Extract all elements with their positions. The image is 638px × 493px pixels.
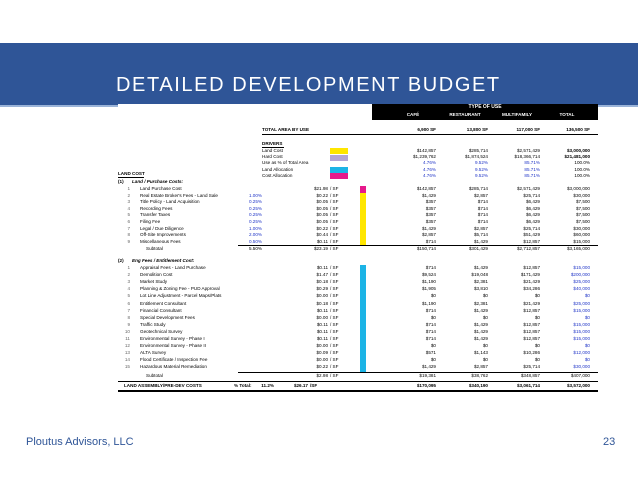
s2-row-num-14: 15 <box>124 364 130 370</box>
total-label: LAND ASSEMBLY/PRE-DEV COSTS <box>124 383 202 388</box>
s2-subtotal-value-2: $348,857 <box>520 373 540 378</box>
s2-row-2-value-1: $2,381 <box>473 279 488 285</box>
s1-row-unit-1: / SF <box>330 192 339 198</box>
s1-row-0-value-1: $285,714 <box>468 186 488 191</box>
total-area-value-0: 6,900 SF <box>417 127 436 132</box>
s1-row-7-value-1: $5,714 <box>473 232 488 238</box>
s1-row-rate-4: $0.05 <box>316 212 328 218</box>
s1-row-num-1: 2 <box>127 192 130 198</box>
s1-row-0-value-3: $3,000,000 <box>567 186 590 191</box>
s2-row-13-value-0: $0 <box>430 357 436 363</box>
s1-row-1-value-3: $30,000 <box>573 192 590 198</box>
s1-row-label-6: Legal / Due Diligence <box>140 225 184 231</box>
s2-row-7-value-0: $0 <box>430 314 436 320</box>
s1-row-4-value-1: $714 <box>477 212 488 218</box>
s1-row-4-value-2: $6,429 <box>525 212 540 218</box>
s1-subtotal-pct: 5.50% <box>248 246 262 251</box>
s1-subtotal-value-3: $3,165,000 <box>567 246 590 251</box>
s1-row-unit-2: / SF <box>330 199 339 205</box>
s1-row-2-value-0: $357 <box>425 199 436 205</box>
s2-row-label-2: Market Study <box>140 279 168 285</box>
s2-row-num-6: 7 <box>127 307 130 313</box>
s1-row-3-value-2: $6,429 <box>525 205 540 211</box>
s2-row-unit-9: / SF <box>330 328 339 334</box>
s2-row-1-value-0: $9,524 <box>421 272 436 278</box>
s1-row-rate-6: $0.22 <box>316 225 328 231</box>
driver-2-value-3: 100.0% <box>574 160 590 166</box>
s2-row-rate-10: $0.11 <box>316 336 328 341</box>
s2-row-10-value-0: $714 <box>425 336 436 341</box>
column-header-3: TOTAL <box>559 112 575 117</box>
s2-row-4-value-2: $0 <box>534 293 540 299</box>
s2-row-10-value-3: $15,000 <box>573 336 590 341</box>
s2-row-unit-14: / SF <box>330 364 339 370</box>
s1-row-3-value-3: $7,500 <box>575 205 590 211</box>
s2-row-rate-6: $0.11 <box>316 307 328 313</box>
s2-row-label-4: Lot Line Adjustment - Parcel Maps/Plats <box>140 293 222 299</box>
s2-row-2-value-2: $21,429 <box>523 279 540 285</box>
driver-4-value-2: 85.71% <box>524 172 540 178</box>
s2-row-7-value-3: $0 <box>584 314 590 320</box>
s1-row-rate-7: $0.44 <box>316 232 328 238</box>
driver-3-value-3: 100.0% <box>574 166 590 172</box>
s2-row-unit-11: / SF <box>330 343 339 349</box>
s1-row-pct-7: 2.00% <box>248 232 262 238</box>
s1-row-unit-5: / SF <box>330 219 339 224</box>
driver-2-value-1: 9.52% <box>474 160 488 166</box>
s1-subtotal-unit: / SF <box>330 246 339 251</box>
s2-row-label-13: Flood Certificate / Inspection Fee <box>140 357 208 363</box>
total-pct-label: % Total: <box>234 383 252 388</box>
s2-row-num-12: 13 <box>124 350 130 356</box>
total-area-value-3: 136,500 SF <box>566 127 590 132</box>
s1-row-7-value-0: $2,857 <box>421 232 436 238</box>
budget-spreadsheet <box>118 104 590 436</box>
s1-row-pct-8: 0.50% <box>248 238 262 244</box>
s1-row-num-2: 3 <box>127 199 130 205</box>
section1-marker <box>360 193 366 245</box>
s2-subtotal-rate: $2.98 <box>316 373 328 378</box>
s2-row-8-value-1: $1,429 <box>473 321 488 327</box>
driver-swatch-3 <box>330 167 348 173</box>
s1-row-unit-0: / SF <box>330 186 339 191</box>
s2-row-9-value-1: $1,429 <box>473 328 488 334</box>
s1-row-rate-5: $0.05 <box>316 219 328 224</box>
s2-row-num-11: 12 <box>124 343 130 349</box>
s2-row-label-11: Environmental Survey - Phase II <box>140 343 206 349</box>
land-cost-underline <box>118 177 144 178</box>
s2-row-label-5: Entitlement Consultant <box>140 300 187 306</box>
driver-3-value-1: 9.52% <box>474 166 488 172</box>
driver-1-value-2: $18,366,714 <box>514 154 540 160</box>
s2-row-13-value-1: $0 <box>482 357 488 363</box>
s1-subtotal-value-0: $150,714 <box>416 246 436 251</box>
s2-row-rate-9: $0.11 <box>316 328 328 334</box>
s1-row-6-value-0: $1,429 <box>421 225 436 231</box>
s2-row-label-3: Planning & Zoning Fee - PUD Approval <box>140 286 220 292</box>
s2-row-3-value-3: $40,000 <box>573 286 590 292</box>
type-of-use-header: TYPE OF USE <box>372 104 598 111</box>
s2-row-rate-2: $0.18 <box>316 279 328 285</box>
s1-row-5-value-2: $6,429 <box>525 219 540 224</box>
s2-row-label-0: Appraisal Fees - Land Purchase <box>140 265 206 270</box>
s1-row-label-7: Off-Site Improvements <box>140 232 186 238</box>
s1-row-unit-6: / SF <box>330 225 339 231</box>
s2-row-11-value-0: $0 <box>430 343 436 349</box>
s1-row-4-value-0: $357 <box>425 212 436 218</box>
s2-row-14-value-2: $25,714 <box>523 364 540 370</box>
s2-row-0-value-0: $714 <box>425 265 436 270</box>
s2-row-num-8: 9 <box>127 321 130 327</box>
s1-row-2-value-1: $714 <box>477 199 488 205</box>
s2-row-rate-4: $0.00 <box>316 293 328 299</box>
s1-row-label-2: Title Policy - Land Acquisition <box>140 199 200 205</box>
section2-marker <box>360 265 366 372</box>
s2-row-unit-7: / SF <box>330 314 339 320</box>
s1-row-rate-3: $0.05 <box>316 205 328 211</box>
s1-row-6-value-2: $25,714 <box>523 225 540 231</box>
s1-row-num-8: 9 <box>127 238 130 244</box>
s1-row-pct-1: 1.00% <box>248 192 262 198</box>
s2-row-label-9: Geotechnical Survey <box>140 328 183 334</box>
s1-row-label-3: Recording Fees <box>140 205 173 211</box>
s2-row-8-value-2: $12,857 <box>523 321 540 327</box>
total-area-value-1: 13,800 SF <box>466 127 488 132</box>
s2-row-unit-2: / SF <box>330 279 339 285</box>
s2-row-13-value-2: $0 <box>534 357 540 363</box>
s2-row-unit-8: / SF <box>330 321 339 327</box>
s2-row-2-value-3: $25,000 <box>573 279 590 285</box>
s1-row-pct-6: 1.00% <box>248 225 262 231</box>
s1-row-2-value-3: $7,500 <box>575 199 590 205</box>
s1-row-label-1: Real Estate Broker's Fees - Land Sale <box>140 192 218 198</box>
s2-row-10-value-1: $1,429 <box>473 336 488 341</box>
s2-row-num-0: 1 <box>127 265 130 270</box>
s2-row-8-value-3: $15,000 <box>573 321 590 327</box>
s2-row-rate-11: $0.00 <box>316 343 328 349</box>
s2-row-4-value-1: $0 <box>482 293 488 299</box>
s2-row-5-value-2: $21,429 <box>523 300 540 306</box>
s1-row-6-value-1: $2,857 <box>473 225 488 231</box>
s1-row-2-value-2: $6,429 <box>525 199 540 205</box>
driver-2-value-2: 85.71% <box>524 160 540 166</box>
s2-row-5-value-1: $2,381 <box>473 300 488 306</box>
s2-row-label-10: Environmental Survey - Phase I <box>140 336 205 341</box>
s2-subtotal-label: Subtotal <box>146 373 163 378</box>
s2-subtotal-value-1: $38,762 <box>471 373 488 378</box>
s1-row-rate-2: $0.05 <box>316 199 328 205</box>
total-area-value-2: 117,000 SF <box>516 127 540 132</box>
s2-row-label-7: Special Development Fees <box>140 314 195 320</box>
column-header-0: CAFÉ <box>406 112 420 117</box>
s2-row-label-6: Financial Consultant <box>140 307 182 313</box>
s1-row-rate-8: $0.11 <box>316 238 328 244</box>
s1-row-rate-0: $21.98 <box>313 186 328 191</box>
s2-row-label-1: Demolition Cost <box>140 272 173 278</box>
s2-row-rate-8: $0.11 <box>316 321 328 327</box>
s2-row-1-value-2: $171,429 <box>520 272 540 278</box>
s1-row-1-value-2: $25,714 <box>523 192 540 198</box>
section2-num: (2) <box>118 258 124 263</box>
s1-row-5-value-0: $357 <box>425 219 436 224</box>
s2-row-label-8: Traffic Study <box>140 321 166 327</box>
area-underline <box>262 134 598 135</box>
s2-row-4-value-3: $0 <box>584 293 590 299</box>
s1-subtotal-value-1: $301,429 <box>468 246 488 251</box>
s2-row-3-value-2: $34,286 <box>523 286 540 292</box>
s2-row-3-value-0: $1,905 <box>421 286 436 292</box>
s1-subtotal-label: Subtotal <box>146 246 163 251</box>
s2-row-num-10: 11 <box>125 336 130 341</box>
s1-row-label-8: Miscellaneous Fees <box>140 238 181 244</box>
s2-row-5-value-0: $1,190 <box>421 300 436 306</box>
s1-row-pct-5: 0.25% <box>248 219 262 224</box>
s1-row-pct-2: 0.25% <box>248 199 262 205</box>
s2-row-12-value-3: $12,000 <box>573 350 590 356</box>
s2-row-7-value-1: $0 <box>482 314 488 320</box>
s2-row-0-value-3: $15,000 <box>573 265 590 270</box>
s1-row-num-3: 4 <box>127 205 130 211</box>
s2-row-unit-4: / SF <box>330 293 339 299</box>
s2-row-rate-13: $0.00 <box>316 357 328 363</box>
s2-row-label-14: Hazardous Material Remediation <box>140 364 207 370</box>
s2-row-rate-12: $0.09 <box>316 350 328 356</box>
driver-1-value-1: $1,874,524 <box>465 154 488 160</box>
s1-row-8-value-2: $12,857 <box>523 238 540 244</box>
section1-title: Land / Purchase Costs: <box>132 179 184 184</box>
s1-row-7-value-3: $60,000 <box>573 232 590 238</box>
s2-row-8-value-0: $714 <box>425 321 436 327</box>
s2-row-num-5: 6 <box>127 300 130 306</box>
s1-row-label-5: Filing Fee <box>140 219 161 224</box>
s2-row-11-value-2: $0 <box>534 343 540 349</box>
s2-subtotal-unit: / SF <box>330 373 339 378</box>
s1-row-6-value-3: $30,000 <box>573 225 590 231</box>
s1-row-unit-8: / SF <box>330 238 339 244</box>
driver-2-value-0: 4.76% <box>422 160 436 166</box>
section1-num: (1) <box>118 179 124 184</box>
s2-row-2-value-0: $1,190 <box>421 279 436 285</box>
driver-1-value-3: $21,481,000 <box>564 154 590 160</box>
s2-row-10-value-2: $12,857 <box>523 336 540 341</box>
s2-row-rate-3: $0.29 <box>316 286 328 292</box>
footer-company: Ploutus Advisors, LLC <box>26 436 134 448</box>
s2-row-unit-13: / SF <box>330 357 339 363</box>
driver-4-value-1: 9.52% <box>474 172 488 178</box>
drivers-heading: DRIVERS <box>262 141 283 146</box>
s2-row-11-value-1: $0 <box>482 343 488 349</box>
driver-swatch-4 <box>330 173 348 179</box>
s1-row-3-value-1: $714 <box>477 205 488 211</box>
total-rate: $26.17 <box>293 383 308 388</box>
s2-row-14-value-1: $2,857 <box>473 364 488 370</box>
s2-row-13-value-3: $0 <box>584 357 590 363</box>
s2-row-12-value-0: $571 <box>425 350 436 356</box>
total-area-label: TOTAL AREA BY USE <box>262 127 310 132</box>
s2-row-unit-6: / SF <box>330 307 339 313</box>
s1-row-unit-4: / SF <box>330 212 339 218</box>
s1-row-7-value-2: $51,429 <box>523 232 540 238</box>
s2-row-9-value-2: $12,857 <box>523 328 540 334</box>
s1-row-0-value-0: $142,857 <box>416 186 436 191</box>
s1-row-label-4: Transfer Taxes <box>140 212 171 218</box>
s1-row-1-value-0: $1,429 <box>421 192 436 198</box>
s1-row-unit-3: / SF <box>330 205 339 211</box>
s1-row-8-value-1: $1,429 <box>473 238 488 244</box>
driver-3-value-2: 85.71% <box>524 166 540 172</box>
s1-row-num-5: 6 <box>127 219 130 224</box>
s2-row-6-value-3: $15,000 <box>573 307 590 313</box>
s2-row-4-value-0: $0 <box>430 293 436 299</box>
s1-subtotal-rate: $23.19 <box>313 246 328 251</box>
slide-title: DETAILED DEVELOPMENT BUDGET <box>116 74 501 96</box>
s2-row-14-value-0: $1,429 <box>421 364 436 370</box>
driver-0-value-1: $285,714 <box>468 148 488 153</box>
page-number: 23 <box>603 436 616 448</box>
total-value-3: $3,572,000 <box>567 383 590 388</box>
s1-row-num-6: 7 <box>127 225 130 231</box>
s2-row-14-value-3: $30,000 <box>573 364 590 370</box>
s2-row-6-value-2: $12,857 <box>523 307 540 313</box>
s2-row-num-3: 4 <box>127 286 130 292</box>
s1-row-5-value-1: $714 <box>477 219 488 224</box>
column-header-2: MULTIFAMILY <box>501 112 533 117</box>
driver-swatch-0 <box>330 148 348 154</box>
s1-row-num-7: 8 <box>127 232 130 238</box>
s2-row-unit-5: / SF <box>330 300 339 306</box>
driver-0-value-0: $142,857 <box>416 148 436 153</box>
s2-row-rate-5: $0.18 <box>316 300 328 306</box>
driver-label-2: Use as % of Total Area <box>262 160 309 166</box>
driver-4-value-3: 100.0% <box>574 172 590 178</box>
s2-row-3-value-1: $3,810 <box>473 286 488 292</box>
s2-row-rate-7: $0.00 <box>316 314 328 320</box>
driver-swatch-1 <box>330 155 348 161</box>
driver-1-value-0: $1,239,762 <box>413 154 436 160</box>
total-bottom-line-2 <box>118 391 598 392</box>
s2-row-unit-10: / SF <box>330 336 339 341</box>
driver-label-3: Land Allocation <box>262 166 294 172</box>
total-pct: 11.2% <box>261 383 274 388</box>
s2-row-6-value-0: $714 <box>425 307 436 313</box>
s2-row-num-9: 10 <box>124 328 130 334</box>
s2-row-num-4: 5 <box>127 293 130 299</box>
s1-row-4-value-3: $7,500 <box>575 212 590 218</box>
s1-subtotal-value-2: $2,712,857 <box>517 246 540 251</box>
total-unit: /SF <box>310 383 318 388</box>
land-cost-marker <box>360 186 366 193</box>
land-cost-heading: LAND COST <box>118 171 145 176</box>
s1-row-8-value-3: $15,000 <box>573 238 590 244</box>
s2-row-0-value-2: $12,857 <box>523 265 540 270</box>
s1-row-8-value-0: $714 <box>425 238 436 244</box>
s1-row-unit-7: / SF <box>330 232 339 238</box>
s2-subtotal-value-0: $19,381 <box>419 373 436 378</box>
s1-row-num-4: 5 <box>127 212 130 218</box>
s2-row-9-value-0: $714 <box>425 328 436 334</box>
s2-row-num-2: 3 <box>127 279 130 285</box>
s2-row-unit-12: / SF <box>330 350 339 356</box>
s1-row-3-value-0: $357 <box>425 205 436 211</box>
s1-row-5-value-3: $7,500 <box>575 219 590 224</box>
s2-row-rate-0: $0.11 <box>316 265 328 270</box>
s2-row-12-value-1: $1,143 <box>473 350 488 356</box>
s2-row-0-value-1: $1,429 <box>473 265 488 270</box>
driver-3-value-0: 4.76% <box>422 166 436 172</box>
s2-row-5-value-3: $25,000 <box>573 300 590 306</box>
s2-row-6-value-1: $1,429 <box>473 307 488 313</box>
section2-title: Eng Fees / Entitlement Cost: <box>132 258 195 263</box>
total-value-2: $3,061,714 <box>517 383 540 388</box>
s2-row-7-value-2: $0 <box>534 314 540 320</box>
s1-row-pct-4: 0.25% <box>248 212 262 218</box>
s1-row-pct-3: 0.25% <box>248 205 262 211</box>
column-header-1: RESTAURANT <box>449 112 481 117</box>
driver-4-value-0: 4.76% <box>422 172 436 178</box>
s1-row-rate-1: $0.22 <box>316 192 328 198</box>
s2-row-1-value-3: $200,000 <box>570 272 590 278</box>
s2-row-num-7: 8 <box>127 314 130 320</box>
s1-row-1-value-1: $2,857 <box>473 192 488 198</box>
s2-row-rate-14: $0.22 <box>316 364 328 370</box>
s2-row-num-1: 2 <box>127 272 130 278</box>
s2-row-9-value-3: $15,000 <box>573 328 590 334</box>
s2-row-unit-0: / SF <box>330 265 339 270</box>
s2-row-label-12: ALTA Survey <box>140 350 167 356</box>
driver-label-0: Land Cost <box>262 148 283 153</box>
driver-label-4: Cost Allocation <box>262 172 293 178</box>
s1-row-label-0: Land Purchase Cost <box>140 186 182 191</box>
total-value-0: $170,095 <box>416 383 436 388</box>
s2-row-rate-1: $1.47 <box>316 272 328 278</box>
s2-row-12-value-2: $10,286 <box>523 350 540 356</box>
s2-row-11-value-3: $0 <box>584 343 590 349</box>
total-top-line <box>118 381 598 382</box>
s2-row-unit-1: / SF <box>330 272 339 278</box>
s1-row-num-0: 1 <box>127 186 130 191</box>
s1-row-0-value-2: $2,571,429 <box>517 186 540 191</box>
driver-label-1: Hard Cost <box>262 154 283 160</box>
driver-0-value-2: $2,571,429 <box>517 148 540 153</box>
driver-0-value-3: $3,000,000 <box>567 148 590 153</box>
s2-subtotal-value-3: $407,000 <box>570 373 590 378</box>
s2-row-unit-3: / SF <box>330 286 339 292</box>
s2-row-num-13: 14 <box>124 357 130 363</box>
s2-row-1-value-1: $19,048 <box>471 272 488 278</box>
total-value-1: $340,190 <box>468 383 488 388</box>
